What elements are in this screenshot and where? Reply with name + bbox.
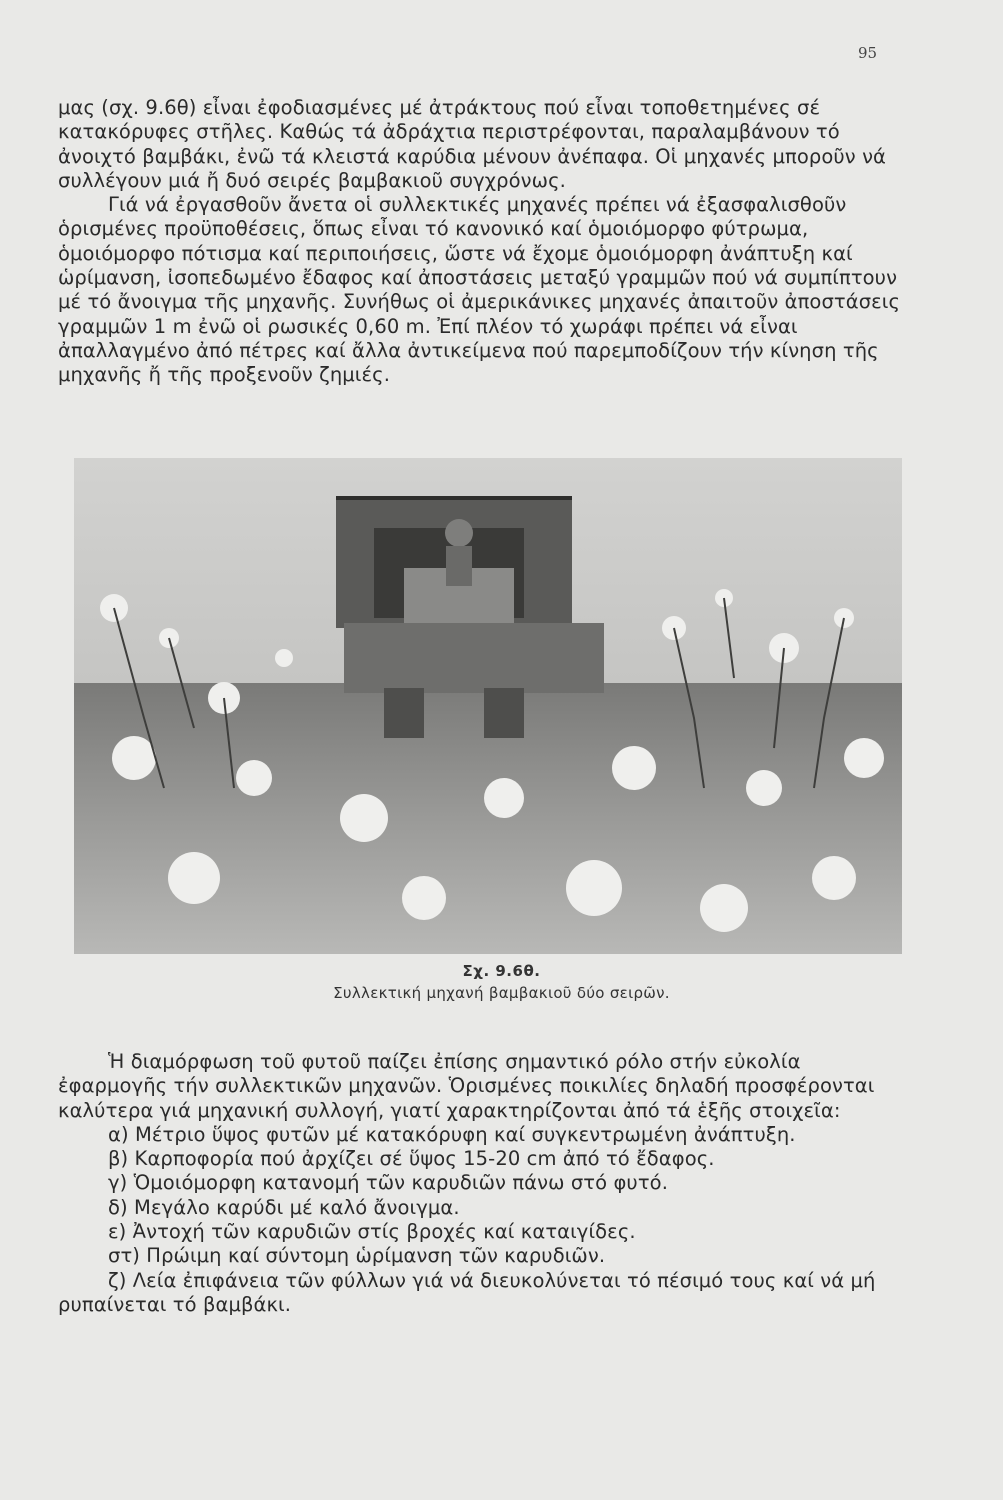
figure-caption xyxy=(0,962,1003,1002)
bottom-text-block xyxy=(58,1050,908,1317)
list-item-a: α) Μέτριο ὕψος φυτῶν μέ κατακόρυφη καί συγκεντρωμένη ἀνάπτυξη. xyxy=(108,1122,796,1146)
paragraph-harvester-conditions: Γιά νά ἐργασθοῦν ἄνετα οἱ συλλεκτικές μηχανές πρέπει νά ἐξασφαλισθοῦν ὁρισμένες προϋποθέσεις, ὅπως εἶναι τό κανονικό καί ὁμοιόμορφο φύτρωμα, ὁμοιόμορφο πότισμα καί περιποιήσεις, ὥστε νά ἔχομε ὁμοιόμορφη ἀνάπτυξη καί ὡρίμανση, ἰσοπεδωμένο ἔδαφος καί ἀποστάσεις μεταξύ γραμμῶν πού νά συμπίπτουν μέ τό ἄνοιγμα τῆς μηχανῆς. Συνήθως οἱ ἀμερικάνικες μηχανές ἀπαιτοῦν ἀποστάσεις γραμμῶν 1 m ἐνῶ οἱ ρωσικές 0,60 m. Ἐπί πλέον τό χωράφι πρέπει νά εἶναι ἀπαλλαγμένο ἀπό πέτρες καί ἄλλα ἀντικείμενα πού παρεμποδίζουν τήν κίνηση τῆς μηχανῆς ἤ τῆς προξενοῦν ζημιές. xyxy=(58,193,901,387)
list-item-st: στ) Πρώιμη καί σύντομη ὡρίμανση τῶν καρυδιῶν. xyxy=(108,1244,606,1268)
page-number: 95 xyxy=(858,44,878,62)
paragraph-plant-shape: Ἡ διαμόρφωση τοῦ φυτοῦ παίζει ἐπίσης σημαντικό ρόλο στήν εὐκολία ἐφαρμογῆς τήν συλλεκτικῶν μηχανῶν. Ὁρισμένες ποικιλίες δηλαδή προσφέρονται καλύτερα γιά μηχανική συλλογή, γιατί χαρακτηρίζονται ἀπό τά ἑξῆς στοιχεῖα: xyxy=(58,1050,875,1122)
cotton-harvester-photo xyxy=(74,458,902,954)
top-text-block xyxy=(58,96,908,388)
list-item-b: β) Καρποφορία πού ἀρχίζει σέ ὕψος 15-20 cm ἀπό τό ἔδαφος. xyxy=(108,1147,715,1171)
list-item-d: δ) Μεγάλο καρύδι μέ καλό ἄνοιγμα. xyxy=(108,1195,460,1219)
figure-label: Σχ. 9.6θ. xyxy=(462,962,541,980)
figure-caption-text: Συλλεκτική μηχανή βαμβακιοῦ δύο σειρῶν. xyxy=(333,984,670,1002)
paragraph-continuation: μας (σχ. 9.6θ) εἶναι ἐφοδιασμένες μέ ἀτράκτους πού εἶναι τοποθετημένες σέ κατακόρυφες στῆλες. Καθώς τά ἀδράχτια περιστρέφονται, παραλαμβάνουν τό ἀνοιχτό βαμβάκι, ἐνῶ τά κλειστά καρύδια μένουν ἀνέπαφα. Οἱ μηχανές μποροῦν νά συλλέγουν μιά ἤ δυό σειρές βαμβακιοῦ συγχρόνως. xyxy=(58,96,887,192)
list-item-z: ζ) Λεία ἐπιφάνεια τῶν φύλλων γιά νά διευκολύνεται τό πέσιμό τους καί νά μή ρυπαίνεται τό βαμβάκι. xyxy=(58,1268,876,1316)
list-item-c: γ) Ὁμοιόμορφη κατανομή τῶν καρυδιῶν πάνω στό φυτό. xyxy=(108,1171,668,1195)
list-item-e: ε) Ἀντοχή τῶν καρυδιῶν στίς βροχές καί καταιγίδες. xyxy=(108,1220,636,1244)
